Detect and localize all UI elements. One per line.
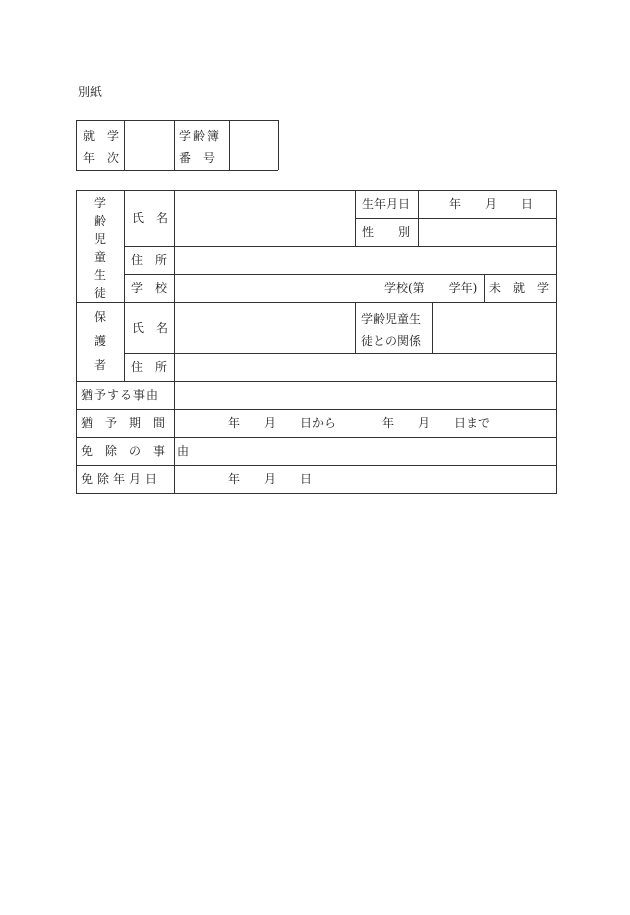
yuyo-reason-label: 猶予する事由: [81, 388, 160, 402]
mishugaku-label: 未 就 学: [489, 281, 550, 295]
yuyo-reason-value[interactable]: [176, 383, 554, 407]
birthdate-value[interactable]: 年 月 日: [449, 197, 534, 211]
guardian-name-value[interactable]: [176, 304, 353, 351]
guardian-section-label: 保 護 者: [93, 310, 106, 372]
yuyo-period-label: 猶 予 期 間: [81, 416, 166, 430]
shugaku-nenji-label-2: 年 次: [83, 151, 120, 165]
menjo-reason-value[interactable]: [176, 439, 554, 463]
child-name-value[interactable]: [176, 192, 353, 244]
yuyo-period-from[interactable]: 年 月 日から: [228, 416, 337, 430]
menjo-reason-label: 免 除 の 事 由: [81, 444, 190, 458]
relation-label-1: 学齢児童生: [361, 312, 422, 326]
sex-label: 性 別: [362, 225, 411, 239]
school-value[interactable]: 学校(第 学年): [384, 281, 478, 295]
page-title: 別紙: [78, 85, 103, 99]
menjo-date-label: 免除年月日: [81, 472, 162, 486]
guardian-address-label: 住 所: [131, 360, 168, 374]
birthdate-label: 生年月日: [362, 197, 411, 211]
menjo-date-value[interactable]: 年 月 日: [228, 472, 313, 486]
shugaku-nenji-value[interactable]: [126, 122, 172, 168]
relation-value[interactable]: [434, 304, 554, 351]
child-name-label: 氏 名: [132, 211, 169, 225]
sex-value[interactable]: [420, 220, 554, 244]
shugaku-nenji-label-1: 就 学: [83, 129, 120, 143]
yuyo-period-to[interactable]: 年 月 日まで: [382, 416, 491, 430]
guardian-address-value[interactable]: [176, 355, 554, 379]
child-address-value[interactable]: [176, 248, 554, 272]
child-section-label: 学 齢 児 童 生 徒: [93, 196, 106, 300]
gakureibo-label-1: 学齢簿: [179, 129, 222, 143]
guardian-name-label: 氏 名: [132, 321, 169, 335]
school-label: 学 校: [131, 281, 168, 295]
relation-label-2: 徒との関係: [361, 334, 422, 348]
gakureibo-value[interactable]: [231, 122, 276, 168]
child-address-label: 住 所: [131, 253, 168, 267]
gakureibo-label-2: 番 号: [179, 151, 216, 165]
